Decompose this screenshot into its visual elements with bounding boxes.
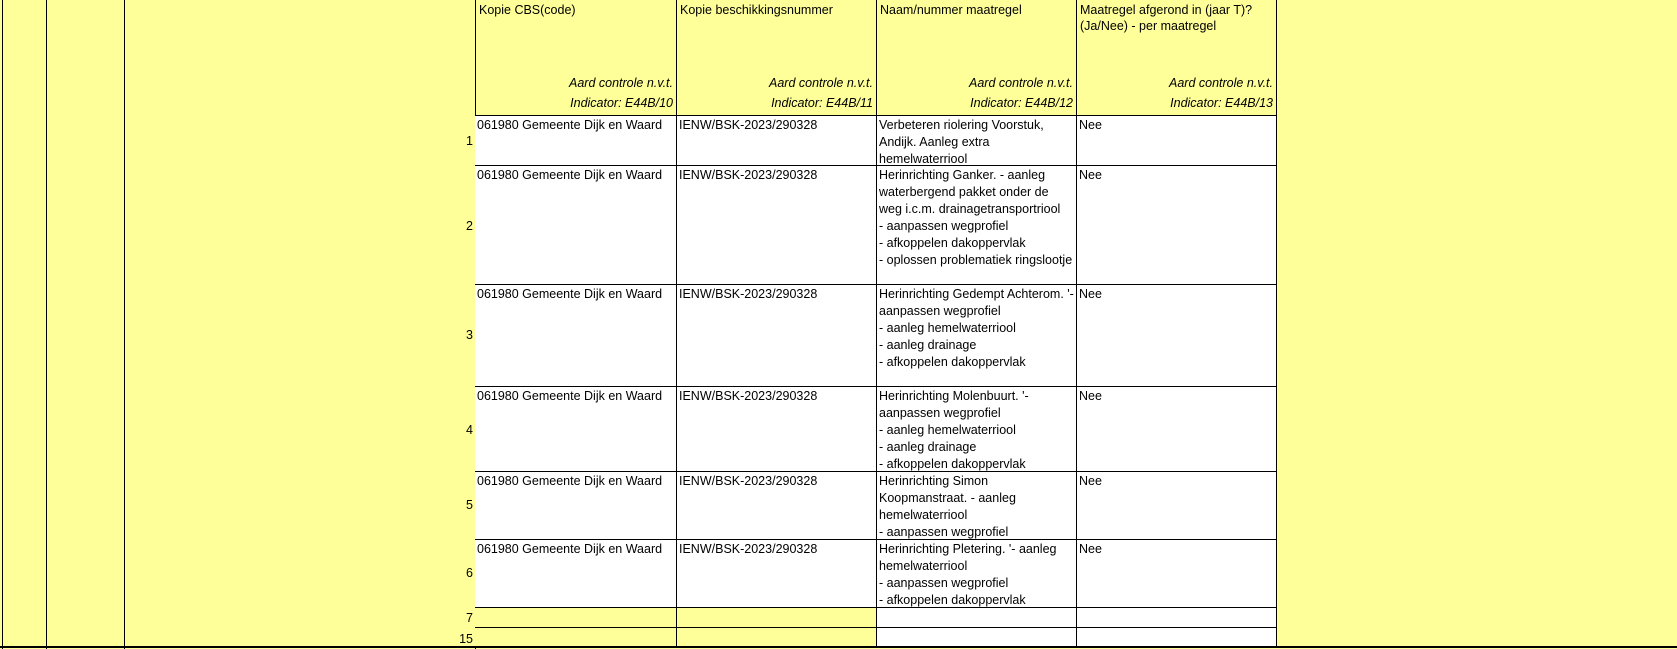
aard-controle: Aard controle n.v.t.: [569, 76, 673, 90]
cell-beschikking[interactable]: IENW/BSK-2023/290328: [677, 540, 877, 608]
cell-maatregel[interactable]: Herinrichting Molenbuurt. '- aanpassen wegprofiel - aanleg hemelwaterriool - aanleg drainage - afkoppelen dakoppervlak: [877, 387, 1077, 472]
cell-cbs[interactable]: [475, 628, 677, 647]
cell-afgerond[interactable]: Nee: [1077, 540, 1277, 608]
column-header-afgerond[interactable]: [1077, 0, 1277, 115]
bottom-border: [0, 646, 1677, 648]
grid-line-left-1: [2, 0, 3, 649]
aard-controle: Aard controle n.v.t.: [969, 76, 1073, 90]
cell-beschikking[interactable]: IENW/BSK-2023/290328: [677, 115, 877, 166]
cell-cbs[interactable]: 061980 Gemeente Dijk en Waard: [475, 285, 677, 387]
row-number: 4: [466, 423, 473, 437]
column-header-cbs[interactable]: [476, 0, 677, 115]
table-row: [475, 387, 1276, 472]
cell-afgerond[interactable]: Nee: [1077, 166, 1277, 285]
table-row: [475, 115, 1276, 166]
table-row: [475, 166, 1276, 285]
grid-line-left-2: [46, 0, 47, 649]
row-number: 1: [466, 134, 473, 148]
table-row: [475, 540, 1276, 608]
cell-afgerond[interactable]: [1077, 628, 1277, 647]
indicator: Indicator: E44B/10: [570, 96, 673, 110]
table-row: [475, 608, 1276, 628]
cell-cbs[interactable]: 061980 Gemeente Dijk en Waard: [475, 115, 677, 166]
cell-maatregel[interactable]: Herinrichting Simon Koopmanstraat. - aanleg hemelwaterriool - aanpassen wegprofiel: [877, 472, 1077, 540]
cell-cbs[interactable]: 061980 Gemeente Dijk en Waard: [475, 472, 677, 540]
table-row: [475, 628, 1276, 647]
cell-cbs[interactable]: 061980 Gemeente Dijk en Waard: [475, 387, 677, 472]
row-number: 5: [466, 498, 473, 512]
row-number: 7: [466, 611, 473, 625]
cell-afgerond[interactable]: Nee: [1077, 285, 1277, 387]
row-number: 15: [459, 632, 473, 646]
cell-beschikking[interactable]: IENW/BSK-2023/290328: [677, 166, 877, 285]
column-title: Kopie CBS(code): [479, 3, 576, 17]
indicator: Indicator: E44B/13: [1170, 96, 1273, 110]
indicator: Indicator: E44B/12: [970, 96, 1073, 110]
cell-afgerond[interactable]: Nee: [1077, 472, 1277, 540]
cell-afgerond[interactable]: Nee: [1077, 115, 1277, 166]
cell-beschikking[interactable]: IENW/BSK-2023/290328: [677, 387, 877, 472]
column-header-beschikking[interactable]: [677, 0, 877, 115]
column-header-maatregel[interactable]: [877, 0, 1077, 115]
column-title: Naam/nummer maatregel: [880, 3, 1022, 17]
table-row: [475, 285, 1276, 387]
cell-afgerond[interactable]: Nee: [1077, 387, 1277, 472]
cell-beschikking[interactable]: [677, 608, 877, 628]
table-row: [475, 472, 1276, 540]
cell-maatregel[interactable]: Herinrichting Gedempt Achterom. '- aanpassen wegprofiel - aanleg hemelwaterriool - aanleg drainage - afkoppelen dakoppervlak: [877, 285, 1077, 387]
cell-cbs[interactable]: 061980 Gemeente Dijk en Waard: [475, 166, 677, 285]
cell-cbs[interactable]: 061980 Gemeente Dijk en Waard: [475, 540, 677, 608]
cell-maatregel[interactable]: Verbeteren riolering Voorstuk, Andijk. Aanleg extra hemelwaterriool: [877, 115, 1077, 166]
grid-line-left-3: [124, 0, 125, 649]
column-title: Kopie beschikkingsnummer: [680, 3, 833, 17]
cell-maatregel[interactable]: [877, 628, 1077, 647]
indicator: Indicator: E44B/11: [771, 96, 873, 110]
row-number: 6: [466, 566, 473, 580]
row-number: 2: [466, 219, 473, 233]
cell-maatregel[interactable]: Herinrichting Pletering. '- aanleg hemelwaterriool - aanpassen wegprofiel - afkoppelen dakoppervlak: [877, 540, 1077, 608]
cell-maatregel[interactable]: Herinrichting Ganker. - aanleg waterbergend pakket onder de weg i.c.m. drainagetransportriool - aanpassen wegprofiel - afkoppelen dakoppervlak - oplossen problematiek ringslootje: [877, 166, 1077, 285]
cell-afgerond[interactable]: [1077, 608, 1277, 628]
cell-beschikking[interactable]: IENW/BSK-2023/290328: [677, 472, 877, 540]
cell-cbs[interactable]: [475, 608, 677, 628]
row-number: 3: [466, 328, 473, 342]
column-title: Maatregel afgerond in (jaar T)? (Ja/Nee) - per maatregel: [1080, 3, 1253, 33]
cell-beschikking[interactable]: IENW/BSK-2023/290328: [677, 285, 877, 387]
cell-maatregel[interactable]: [877, 608, 1077, 628]
aard-controle: Aard controle n.v.t.: [1169, 76, 1273, 90]
cell-beschikking[interactable]: [677, 628, 877, 647]
aard-controle: Aard controle n.v.t.: [769, 76, 873, 90]
